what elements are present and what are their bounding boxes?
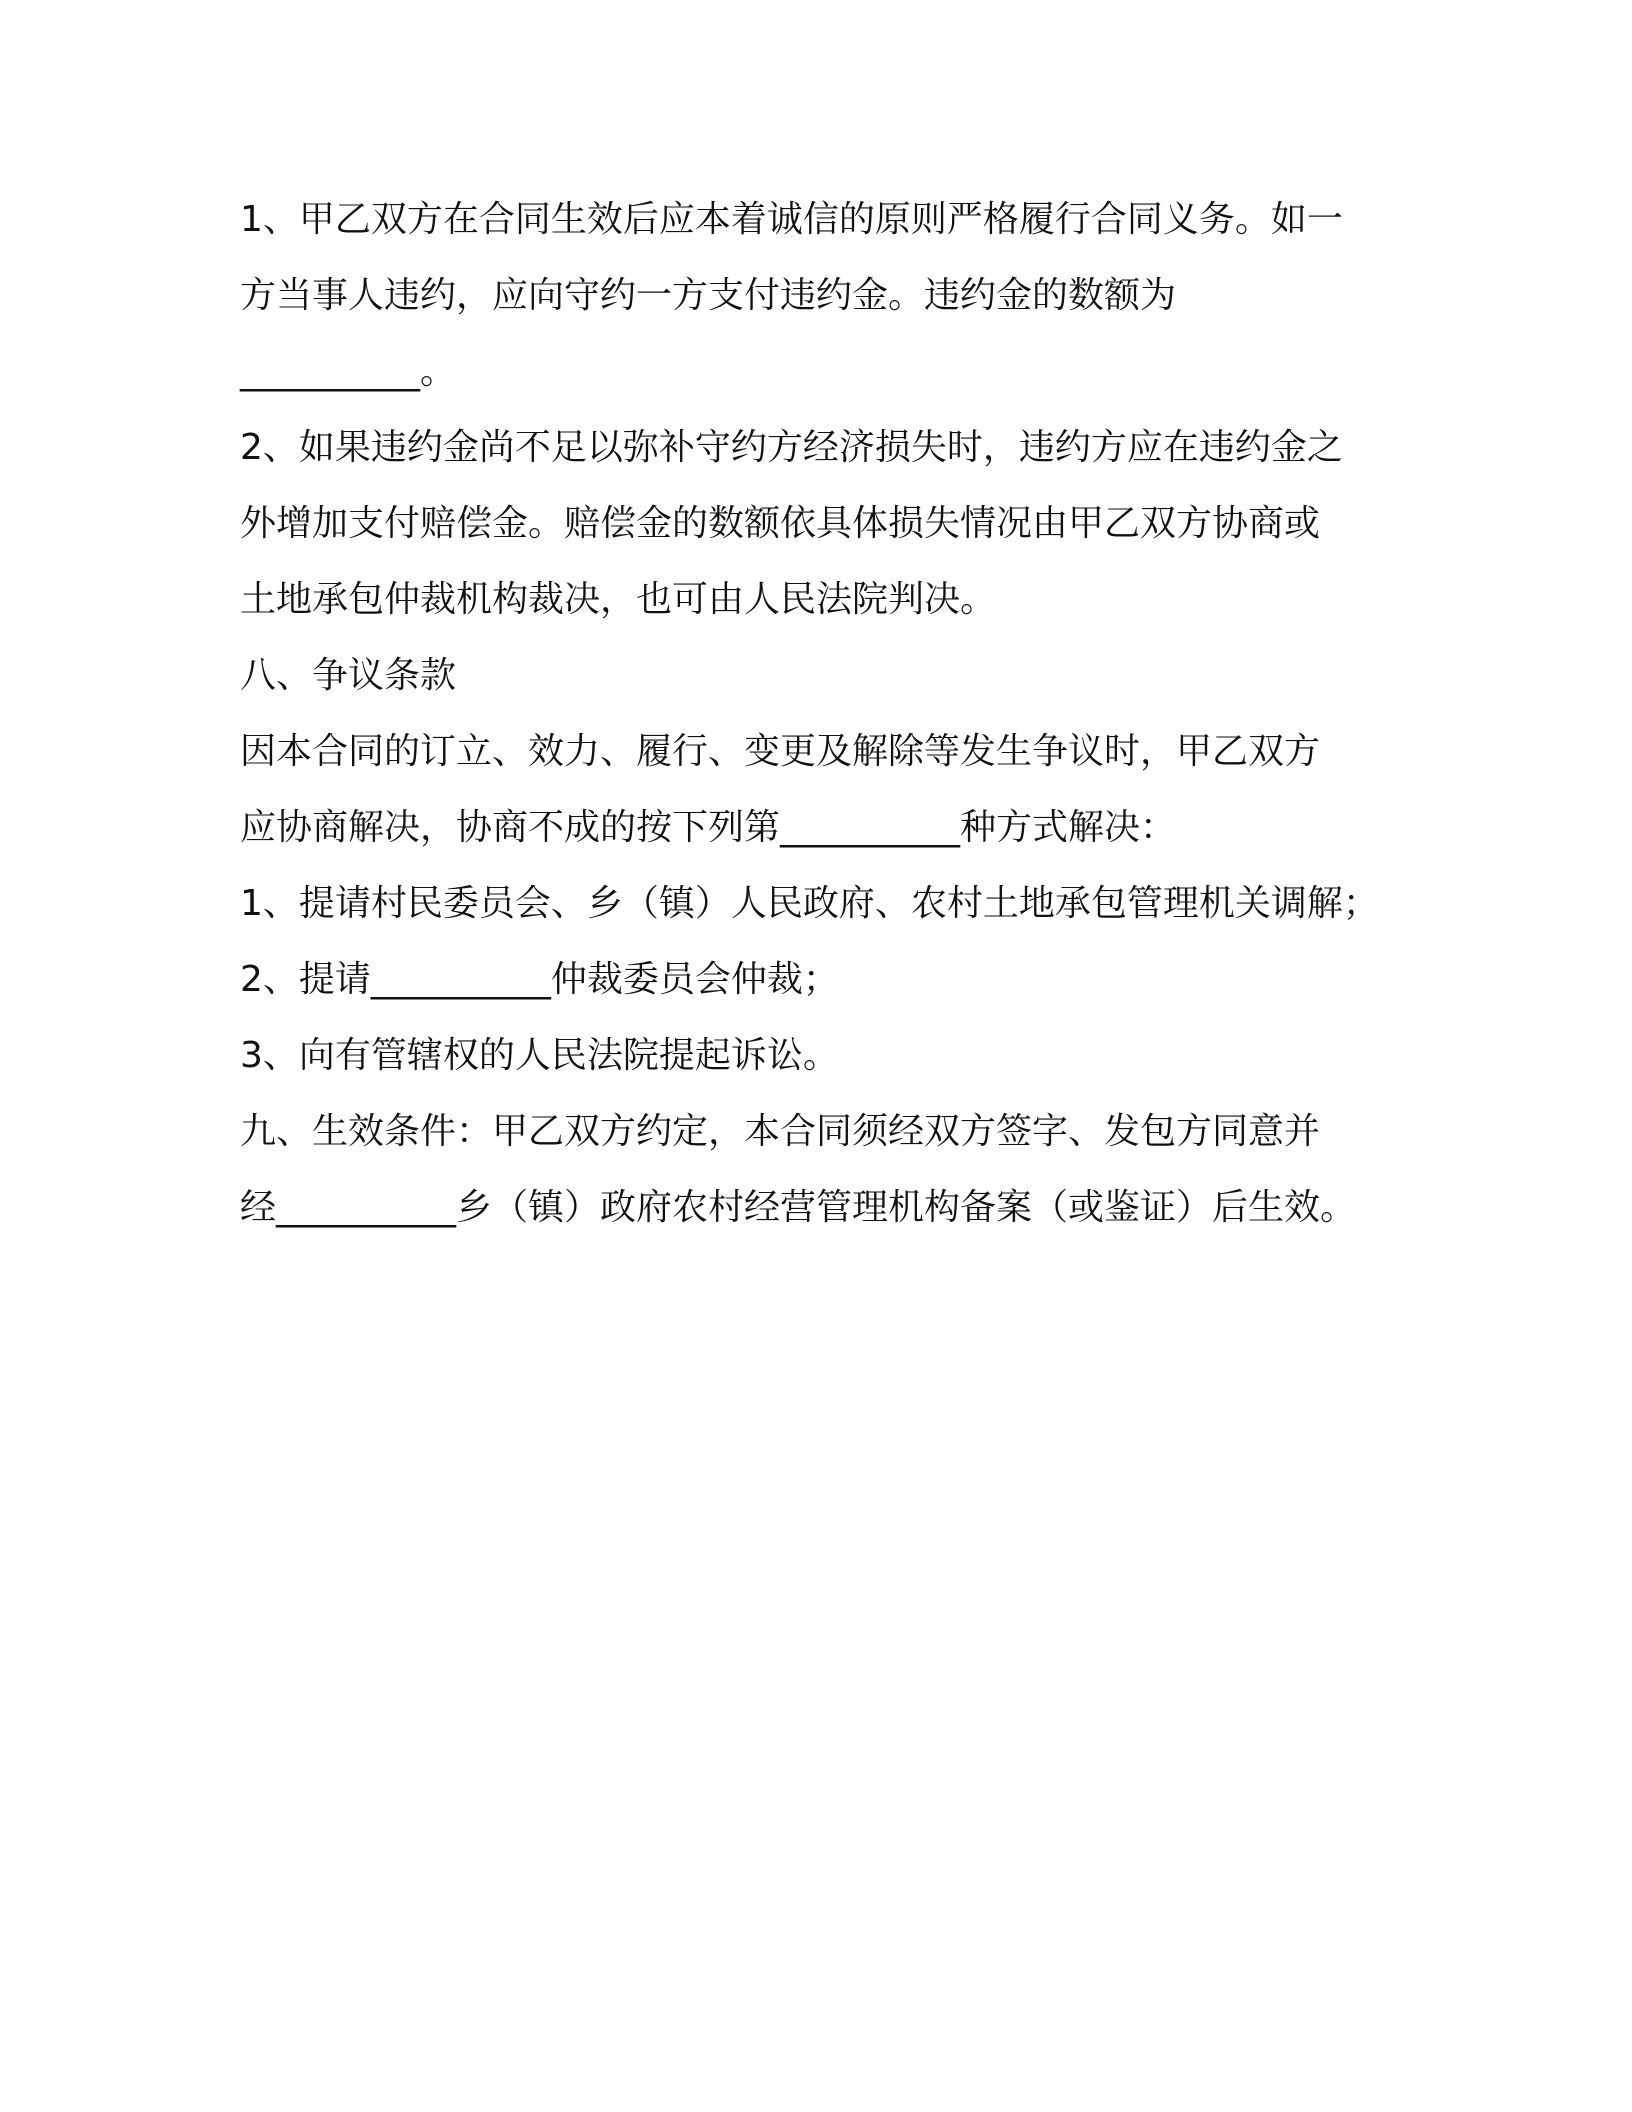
clause-7-1-line-2: 方当事人违约，应向守约一方支付违约金。违约金的数额为 [240, 275, 1177, 316]
clause-7-2-line-2: 外增加支付赔偿金。赔偿金的数额依具体损失情况由甲乙双方协商或 [240, 503, 1321, 544]
clause-7-2-line-1: 2、如果违约金尚不足以弥补守约方经济损失时，违约方应在违约金之 [240, 427, 1343, 468]
section-9-line-1: 九、生效条件：甲乙双方约定，本合同须经双方签字、发包方同意并 [240, 1111, 1321, 1152]
clause-7-1-blank-line: __________。 [240, 351, 457, 392]
clause-7-2-line-3: 土地承包仲裁机构裁决，也可由人民法院判决。 [240, 579, 997, 620]
section-8-option-2: 2、提请__________仲裁委员会仲裁； [240, 959, 839, 1000]
section-8-line-2: 应协商解决，协商不成的按下列第__________种方式解决： [240, 807, 1177, 848]
section-8-option-3: 3、向有管辖权的人民法院提起诉讼。 [240, 1035, 839, 1076]
section-8-heading: 八、争议条款 [240, 655, 457, 696]
section-9-line-2: 经__________乡（镇）政府农村经营管理机构备案（或鉴证）后生效。 [240, 1187, 1357, 1228]
section-8-line-1: 因本合同的订立、效力、履行、变更及解除等发生争议时，甲乙双方 [240, 731, 1321, 772]
section-8-option-1: 1、提请村民委员会、乡（镇）人民政府、农村土地承包管理机关调解； [240, 883, 1379, 924]
clause-7-1-line-1: 1、甲乙双方在合同生效后应本着诚信的原则严格履行合同义务。如一 [240, 199, 1343, 240]
